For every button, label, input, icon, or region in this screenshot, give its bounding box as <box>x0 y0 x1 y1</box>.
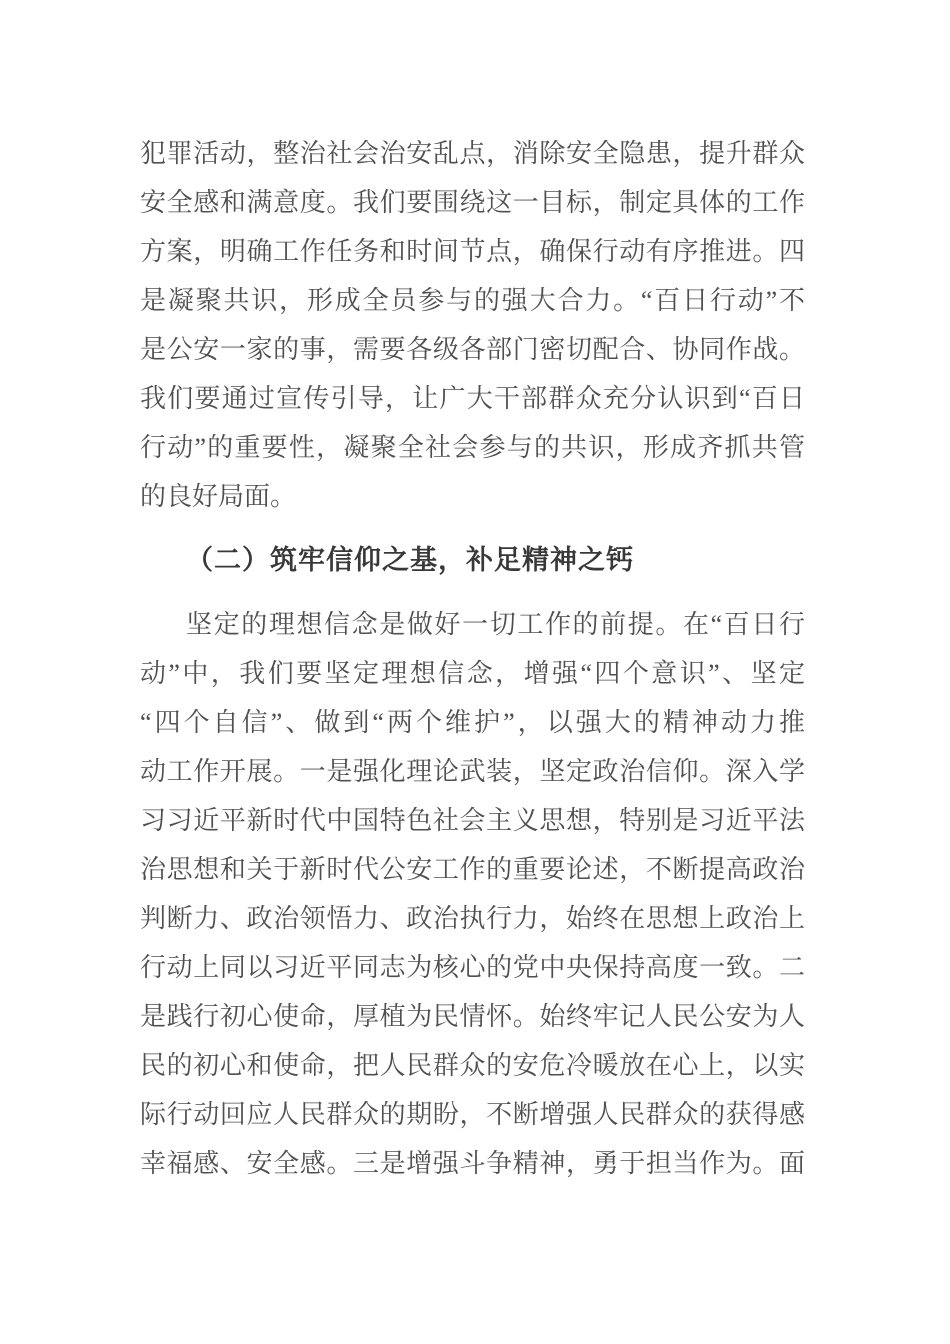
text-line: 的良好局面。 <box>140 482 297 511</box>
text-line: 判断力、政治领悟力、政治执行力，始终在思想上政治上 <box>140 904 805 933</box>
text-line: “四个自信”、做到“两个维护”，以强大的精神动力推 <box>140 708 805 737</box>
text-line: 习习近平新时代中国特色社会主义思想，特别是习近平法 <box>140 806 805 835</box>
text-line: 是公安一家的事，需要各级各部门密切配合、协同作战。 <box>140 335 805 364</box>
paragraph-body <box>140 600 805 1188</box>
text-line: 是践行初心使命，厚植为民情怀。始终牢记人民公安为人 <box>140 1002 805 1031</box>
text-line: 动”中，我们要坚定理想信念，增强“四个意识”、坚定 <box>140 659 805 688</box>
section-heading: （二）筑牢信仰之基，补足精神之钙 <box>186 545 634 575</box>
text-line: 际行动回应人民群众的期盼，不断增强人民群众的获得感 <box>140 1100 805 1129</box>
text-line: 幸福感、安全感。三是增强斗争精神，勇于担当作为。面 <box>140 1149 805 1178</box>
text-line: 治思想和关于新时代公安工作的重要论述，不断提高政治 <box>140 855 805 884</box>
text-line: 行动上同以习近平同志为核心的党中央保持高度一致。二 <box>140 953 805 982</box>
text-line: 民的初心和使命，把人民群众的安危冷暖放在心上，以实 <box>140 1051 805 1080</box>
text-line: 行动”的重要性，凝聚全社会参与的共识，形成齐抓共管 <box>140 433 805 462</box>
text-line: 安全感和满意度。我们要围绕这一目标，制定具体的工作 <box>140 188 805 217</box>
text-line: 方案，明确工作任务和时间节点，确保行动有序推进。四 <box>140 237 805 266</box>
text-line: 坚定的理想信念是做好一切工作的前提。在“百日行 <box>186 610 805 639</box>
text-line: 是凝聚共识，形成全员参与的强大合力。“百日行动”不 <box>140 286 805 315</box>
text-line: 我们要通过宣传引导，让广大干部群众充分认识到“百日 <box>140 384 805 413</box>
text-line: 动工作开展。一是强化理论武装，坚定政治信仰。深入学 <box>140 757 805 786</box>
text-line: 犯罪活动，整治社会治安乱点，消除安全隐患，提升群众 <box>140 139 805 168</box>
paragraph-continuation <box>140 129 805 521</box>
